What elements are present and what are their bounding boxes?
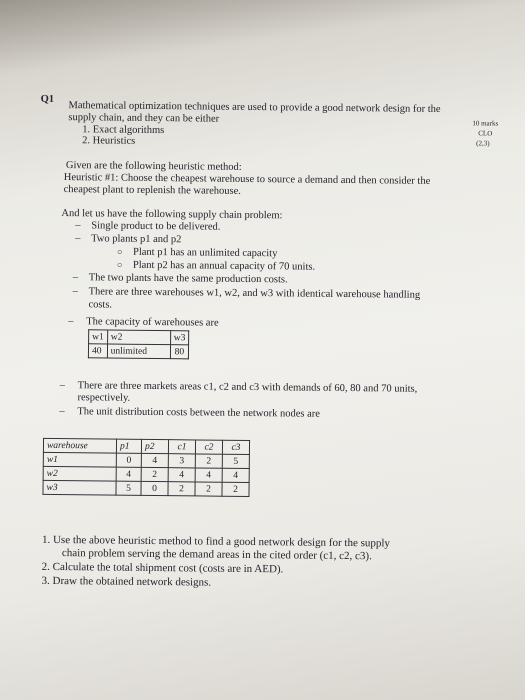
clo-value: (2,3) bbox=[476, 139, 490, 148]
task-1-line2: chain problem serving the demand areas in the cited order (c1, c2, c3). bbox=[61, 547, 372, 563]
option-heuristics: 2. Heuristics bbox=[82, 135, 136, 147]
question-intro-line2: supply chain, and they can be either bbox=[68, 112, 220, 125]
plant1-text: Plant p1 has an unlimited capacity bbox=[132, 246, 278, 260]
cost-cell: 2 bbox=[141, 467, 168, 481]
question-number: Q1 bbox=[40, 93, 55, 105]
clo-label: CLO bbox=[478, 129, 493, 138]
sub-bullet-circle: ○ bbox=[116, 259, 123, 270]
warehouse-cell: w1 bbox=[43, 452, 116, 467]
cost-cell: 0 bbox=[141, 481, 168, 495]
cost-cell: 4 bbox=[195, 468, 222, 482]
problem-intro: And let us have the following supply chain problem: bbox=[61, 208, 283, 222]
warehouses-line1: There are three warehouses w1, w2, and w3 with identical warehouse handling bbox=[88, 286, 421, 301]
capacity-header-row bbox=[89, 330, 189, 345]
single-product-text: Single product to be delivered. bbox=[91, 220, 221, 233]
plant2-text: Plant p2 has an annual capacity of 70 units. bbox=[132, 259, 316, 273]
cost-header-cell: c1 bbox=[168, 440, 195, 454]
markets-line1: There are three markets areas c1, c2 and c3 with demands of 60, 80 and 70 units, bbox=[77, 380, 418, 395]
two-plants-text: Two plants p1 and p2 bbox=[91, 233, 182, 246]
cost-cell: 2 bbox=[195, 482, 222, 496]
cost-header-cell: warehouse bbox=[43, 438, 116, 453]
bullet-dash: – bbox=[59, 380, 65, 392]
cost-cell: 0 bbox=[116, 453, 141, 467]
capacity-value-row bbox=[88, 344, 188, 359]
capacity-header-cell: w1 bbox=[89, 330, 108, 344]
bullet-dash: – bbox=[75, 220, 81, 232]
cost-cell: 3 bbox=[168, 454, 195, 468]
cost-cell: 5 bbox=[222, 454, 249, 468]
cost-header-cell: c2 bbox=[195, 440, 222, 454]
capacity-header-cell: w2 bbox=[107, 330, 170, 345]
task-2: 2. Calculate the total shipment cost (costs are in AED). bbox=[41, 560, 284, 576]
capacity-header-cell: w3 bbox=[170, 331, 189, 345]
capacity-value-cell: 40 bbox=[88, 344, 107, 358]
warehouse-cell: w2 bbox=[43, 466, 116, 481]
bullet-dash: – bbox=[72, 272, 79, 284]
costs-label: The unit distribution costs between the network nodes are bbox=[77, 406, 320, 420]
warehouses-line2: costs. bbox=[88, 299, 113, 311]
warehouse-cell: w3 bbox=[43, 480, 116, 495]
cost-cell: 2 bbox=[168, 482, 195, 496]
bullet-dash: – bbox=[68, 316, 74, 328]
cost-cell: 2 bbox=[222, 482, 249, 496]
task-1-line1: 1. Use the above heuristic method to find a good network design for the supply bbox=[41, 533, 391, 550]
sub-bullet-circle: ○ bbox=[116, 246, 123, 257]
heuristic-line2: Heuristic #1: Choose the cheapest warehouse to source a demand and then consider the bbox=[63, 172, 431, 187]
heuristic-line1: Given are the following heuristic method: bbox=[65, 160, 242, 173]
distribution-cost-table bbox=[42, 438, 250, 497]
question-intro-line1: Mathematical optimization techniques are used to provide a good network design for the bbox=[68, 100, 441, 115]
cost-cell: 5 bbox=[116, 481, 141, 495]
cost-cell: 4 bbox=[116, 467, 141, 481]
same-cost-text: The two plants have the same production costs. bbox=[88, 272, 288, 286]
markets-line2: respectively. bbox=[77, 392, 131, 404]
cost-cell: 4 bbox=[141, 453, 168, 467]
capacity-value-cell: 80 bbox=[170, 345, 189, 359]
capacity-value-cell: unlimited bbox=[107, 344, 170, 359]
table-row bbox=[43, 480, 249, 496]
capacity-table bbox=[88, 329, 190, 359]
bullet-dash: – bbox=[75, 233, 81, 245]
cost-cell: 4 bbox=[168, 468, 195, 482]
cost-header-cell: p2 bbox=[141, 439, 168, 453]
capacity-label: The capacity of warehouses are bbox=[86, 316, 219, 329]
cost-cell: 4 bbox=[222, 468, 249, 482]
marks-label: 10 marks bbox=[472, 119, 499, 128]
cost-header-cell: p1 bbox=[116, 439, 141, 453]
cost-cell: 2 bbox=[195, 454, 222, 468]
bullet-dash: – bbox=[72, 286, 78, 298]
option-exact-algorithms: 1. Exact algorithms bbox=[82, 124, 165, 137]
bullet-dash: – bbox=[59, 406, 65, 418]
cost-header-cell: c3 bbox=[222, 440, 249, 454]
task-3: 3. Draw the obtained network designs. bbox=[41, 574, 212, 589]
heuristic-line3: cheapest plant to replenish the warehouse. bbox=[63, 184, 241, 197]
